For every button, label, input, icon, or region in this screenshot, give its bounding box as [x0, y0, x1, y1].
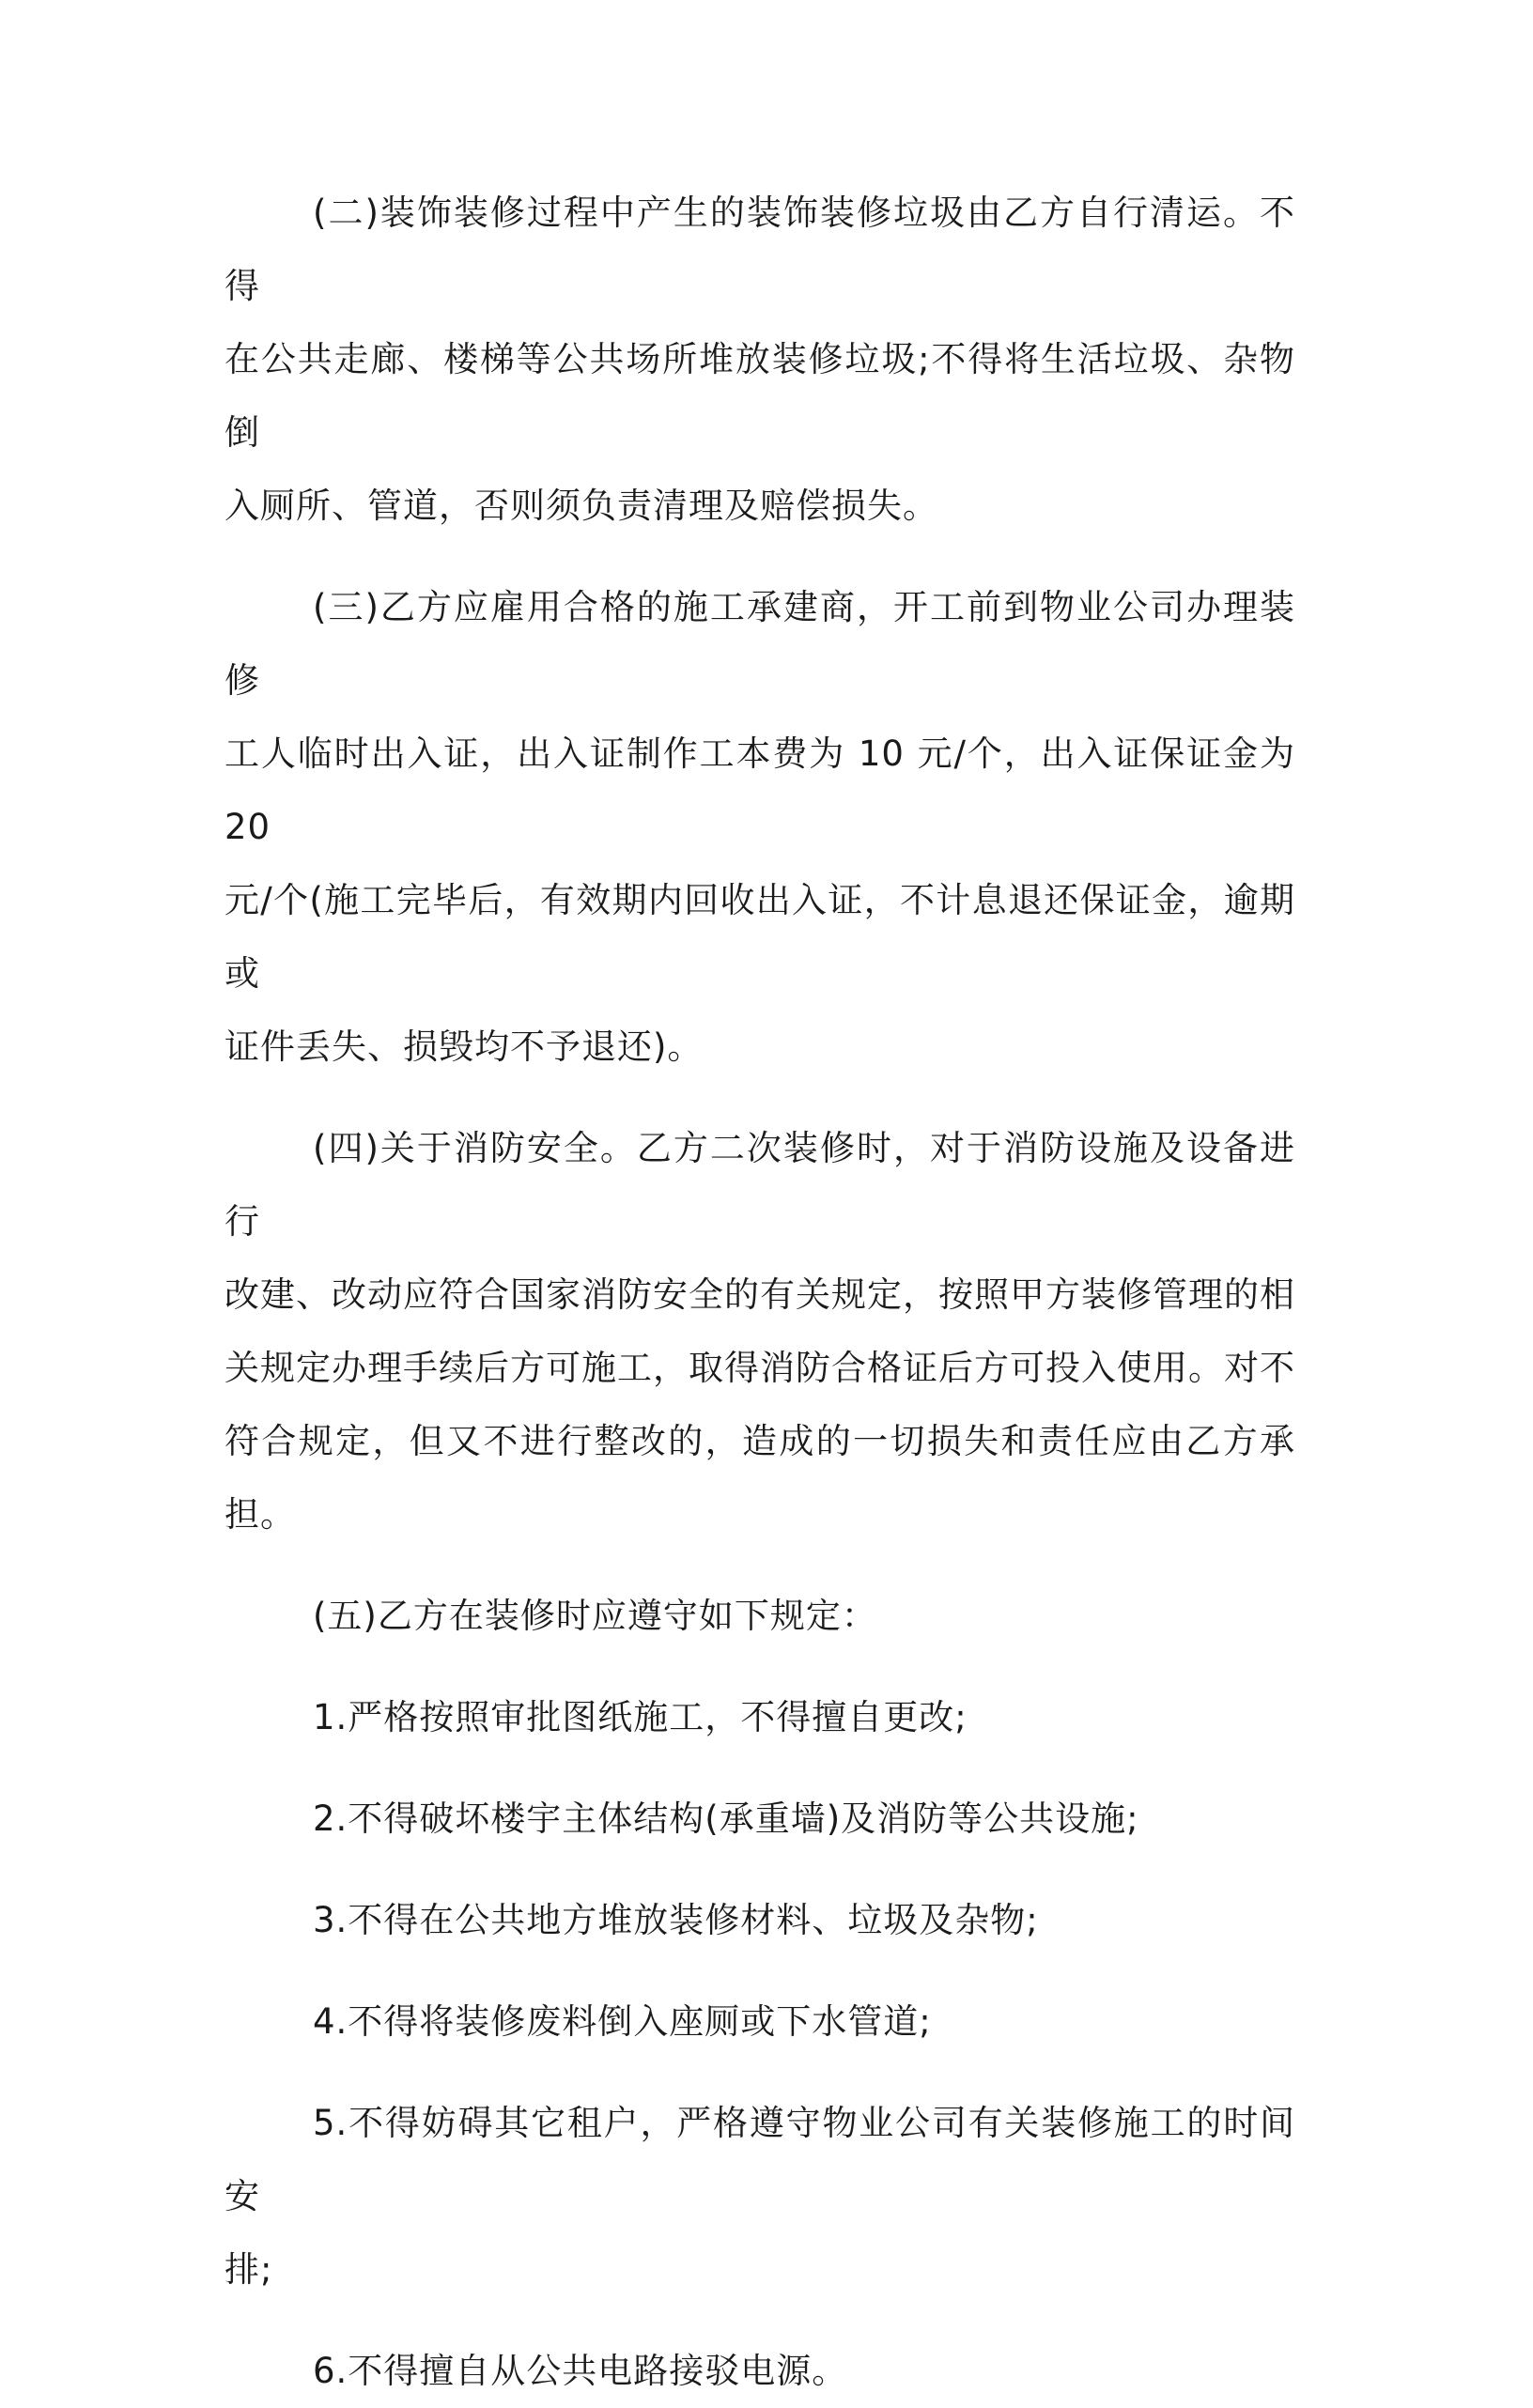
text-line: 2.不得破坏楼宇主体结构(承重墙)及消防等公共设施; — [313, 1798, 1139, 1839]
paragraph-2 — [225, 177, 1295, 543]
text-line: 改建、改动应符合国家消防安全的有关规定，按照甲方装修管理的相 — [225, 1274, 1295, 1315]
text-line: (四)关于消防安全。乙方二次装修时，对于消防设施及设备进行 — [225, 1128, 1295, 1242]
text-line: 入厕所、管道，否则须负责清理及赔偿损失。 — [225, 486, 938, 526]
text-line: 4.不得将装修废料倒入座厕或下水管道; — [313, 2001, 932, 2042]
rule-item-2 — [225, 1783, 1295, 1856]
paragraph-3 — [225, 571, 1295, 1084]
text-line: 5.不得妨碍其它租户，严格遵守物业公司有关装修施工的时间安 — [225, 2103, 1295, 2216]
rule-item-4 — [225, 1985, 1295, 2059]
text-line: (三)乙方应雇用合格的施工承建商，开工前到物业公司办理装修 — [225, 587, 1295, 701]
text-line: 工人临时出入证，出入证制作工本费为 10 元/个，出入证保证金为 20 — [225, 733, 1295, 847]
text-line: 在公共走廊、楼梯等公共场所堆放装修垃圾;不得将生活垃圾、杂物倒 — [225, 339, 1295, 453]
rule-item-1 — [225, 1681, 1295, 1754]
text-line: 排; — [225, 2249, 273, 2290]
text-line: 符合规定，但又不进行整改的，造成的一切损失和责任应由乙方承担。 — [225, 1421, 1295, 1535]
text-line: (五)乙方在装修时应遵守如下规定： — [313, 1596, 877, 1636]
paragraph-4 — [225, 1112, 1295, 1551]
paragraph-5 — [225, 1580, 1295, 1653]
text-line: 3.不得在公共地方堆放装修材料、垃圾及杂物; — [313, 1900, 1039, 1940]
text-line: 关规定办理手续后方可施工，取得消防合格证后方可投入使用。对不 — [225, 1348, 1295, 1388]
text-line: 6.不得擅自从公共电路接驳电源。 — [313, 2351, 848, 2391]
rule-item-5 — [225, 2087, 1295, 2307]
rule-item-3 — [225, 1884, 1295, 1957]
document-body — [225, 177, 1295, 2408]
text-line: 元/个(施工完毕后，有效期内回收出入证，不计息退还保证金，逾期或 — [225, 880, 1295, 994]
text-line: 证件丢失、损毁均不予退还)。 — [225, 1026, 704, 1067]
text-line: 1.严格按照审批图纸施工，不得擅自更改; — [313, 1697, 968, 1737]
rule-item-6 — [225, 2335, 1295, 2408]
text-line: (二)装饰装修过程中产生的装饰装修垃圾由乙方自行清运。不得 — [225, 193, 1295, 306]
